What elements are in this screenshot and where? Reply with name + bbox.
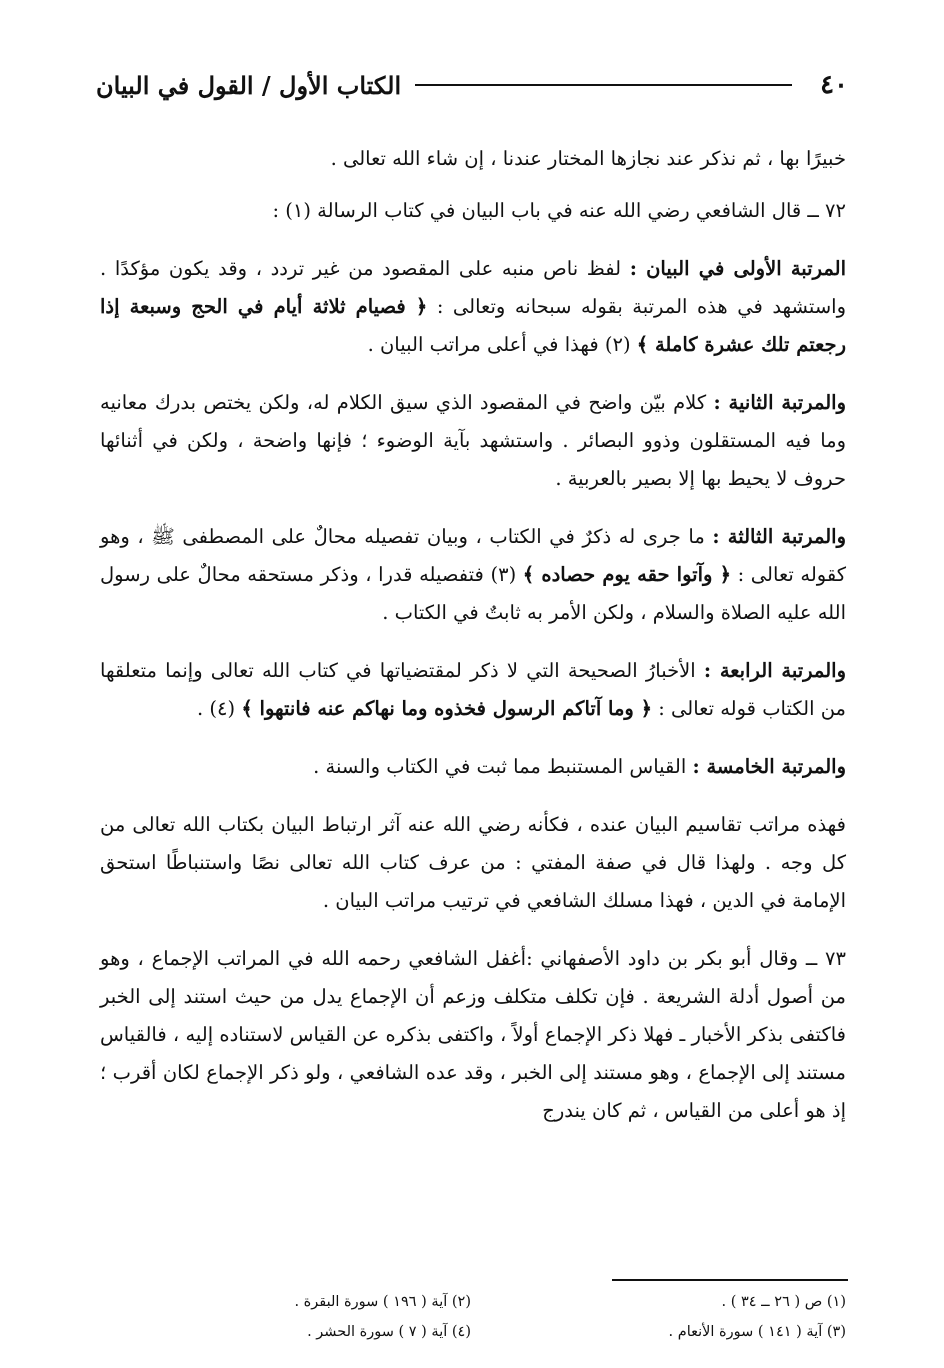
footnote-row bbox=[96, 1287, 846, 1317]
header-rule bbox=[415, 84, 792, 86]
footnote-rule bbox=[612, 1279, 848, 1281]
paragraph-rank-2 bbox=[100, 384, 846, 498]
rank-text: ما جرى له ذكرٌ في الكتاب ، وبيان تفصيله محالٌ على المصطفى ﷺ ، وهو كقوله تعالى : bbox=[100, 525, 846, 586]
footnote-2: (٢) آية ( ١٩٦ ) سورة البقرة . bbox=[294, 1294, 471, 1310]
page-number: ٤٠ bbox=[820, 70, 848, 100]
footnote-4: (٤) آية ( ٧ ) سورة الحشر . bbox=[307, 1324, 471, 1340]
paragraph-rank-4 bbox=[100, 652, 846, 728]
quran-quote: ﴿ وآتوا حقه يوم حصاده ﴾ bbox=[522, 563, 732, 586]
rank-text: لفظ ناص منبه على المقصود من غير تردد ، وقد يكون مؤكدًا . واستشهد في هذه المرتبة بقوله سبحانه وتعالى : bbox=[100, 257, 846, 318]
rank-text: الأخبارُ الصحيحة التي لا ذكر لمقتضياتها في كتاب الله تعالى وإنما متعلقها من الكتاب قوله تعالى : bbox=[100, 659, 846, 720]
rank-text: (٢) فهذا في أعلى مراتب البيان . bbox=[367, 333, 637, 356]
rank-text: القياس المستنبط مما ثبت في الكتاب والسنة . bbox=[313, 755, 693, 778]
rank-text: كلام بيّن واضح في المقصود الذي سيق الكلام له، ولكن يختص بدرك معانيه وما فيه المستقلون وذوو البصائر . واستشهد بآية الوضوء ؛ فإنها واضحة ، ولكن في أثنائها حروف لا يحيط بها إلا بصير بالعربية . bbox=[100, 391, 846, 490]
paragraph-73: ٧٣ ــ وقال أبو بكر بن داود الأصفهاني :أغفل الشافعي رحمه الله في المراتب الإجماع ، وهو من أصول أدلة الشريعة . فإن تكلف متكلف وزعم أن الإجماع يدل من حيث استند إلى الخبر فاكتفى بذكر الأخبار ـ فهلا ذكر الإجماع أولاً ، واكتفى بذكره عن القياس لاستناده إليه ، فالقياس مستند إلى الإجماع ، وهو مستند إلى الخبر ، وقد عده الشافعي ، ولو ذكر الإجماع لكان أقرب ؛ إذ هو أعلى من القياس ، ثم كان يندرج bbox=[100, 947, 846, 1122]
rank-text: (٤) . bbox=[197, 697, 242, 720]
paragraph-72: ٧٢ ــ قال الشافعي رضي الله عنه في باب البيان في كتاب الرسالة (١) : bbox=[272, 199, 846, 222]
quran-quote: ﴿ فصيام ثلاثة أيام في الحج وسبعة إذا رجعتم تلك عشرة كاملة ﴾ bbox=[100, 295, 846, 356]
rank-heading: والمرتبة الثانية : bbox=[713, 391, 846, 414]
rank-text: (٣) فتفصيله قدرا ، وذكر مستحقه محالٌ على رسول الله عليه الصلاة والسلام ، ولكن الأمر به ثابتٌ في الكتاب . bbox=[100, 563, 846, 624]
paragraph-rank-3 bbox=[100, 518, 846, 632]
body-text bbox=[100, 140, 846, 1150]
running-header bbox=[96, 62, 848, 108]
footnote-1: (١) ص ( ٢٦ ــ ٣٤ ) . bbox=[721, 1294, 846, 1310]
running-title: الكتاب الأول / القول في البيان bbox=[96, 70, 402, 100]
paragraph-rank-5 bbox=[100, 748, 846, 786]
footnotes bbox=[96, 1287, 846, 1347]
paragraph-summary: فهذه مراتب تقاسيم البيان عنده ، فكأنه رضي الله عنه آثر ارتباط البيان بكتاب الله تعالى من كل وجه . ولهذا قال في صفة المفتي : من عرف كتاب الله تعالى نصًا واستنباطًا استحق الإمامة في الدين ، فهذا مسلك الشافعي في ترتيب مراتب البيان . bbox=[100, 813, 846, 912]
rank-heading: والمرتبة الخامسة : bbox=[692, 755, 846, 778]
footnote-3: (٣) آية ( ١٤١ ) سورة الأنعام . bbox=[668, 1324, 846, 1340]
rank-heading: والمرتبة الثالثة : bbox=[712, 525, 846, 548]
rank-heading: المرتبة الأولى في البيان : bbox=[629, 257, 846, 280]
paragraph-rank-1 bbox=[100, 250, 846, 364]
footnote-row bbox=[96, 1317, 846, 1347]
quran-quote: ﴿ وما آتاكم الرسول فخذوه وما نهاكم عنه فانتهوا ﴾ bbox=[241, 697, 653, 720]
rank-heading: والمرتبة الرابعة : bbox=[703, 659, 846, 682]
paragraph-intro: خبيرًا بها ، ثم نذكر عند نجازها المختار عندنا ، إن شاء الله تعالى . bbox=[330, 147, 846, 170]
